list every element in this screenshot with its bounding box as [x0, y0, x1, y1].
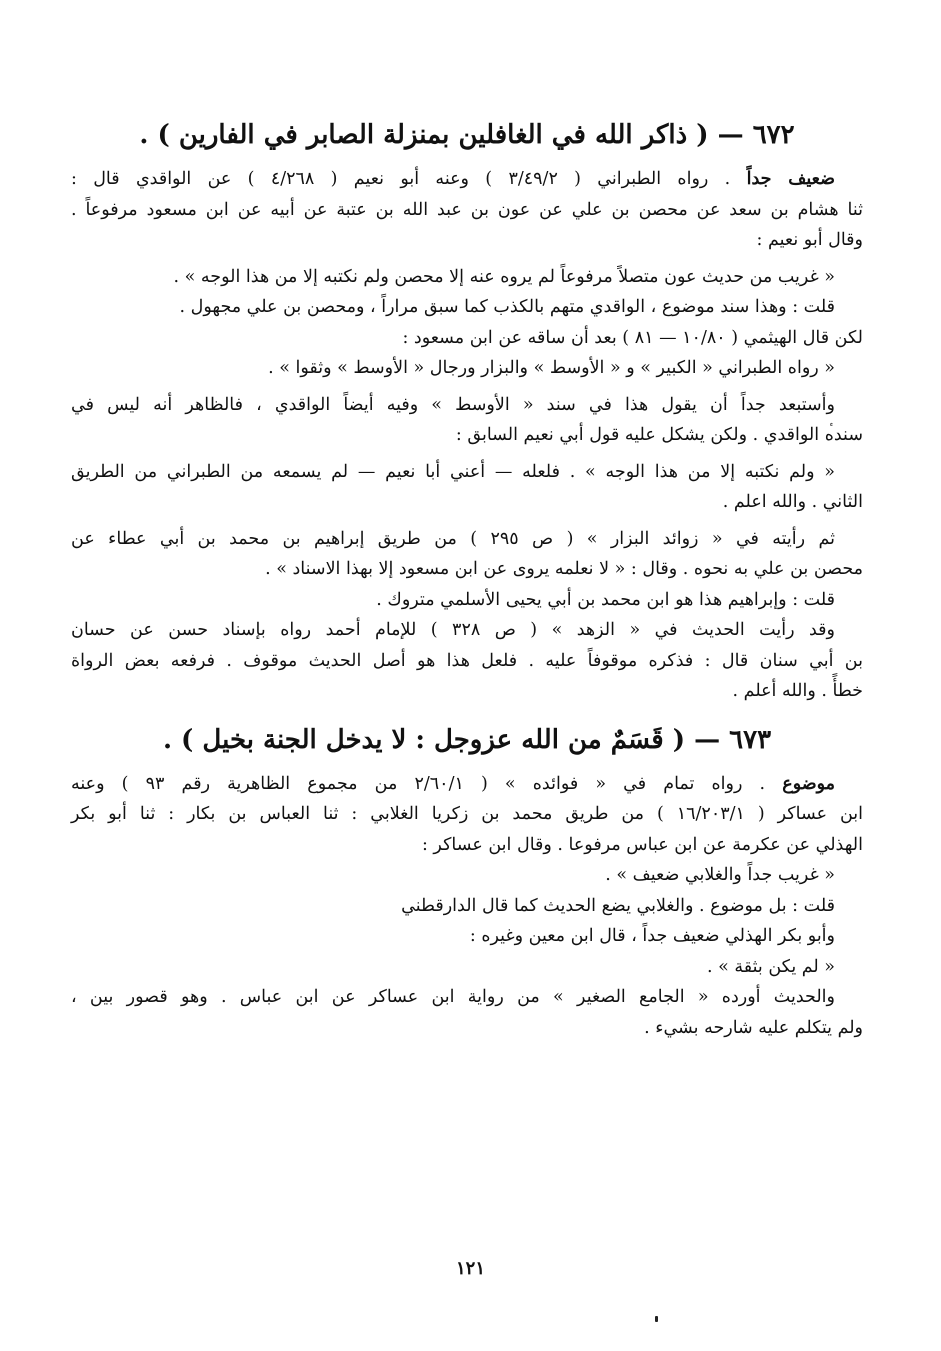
hadith-672-line-16: بن أبي سنان قال : فذكره موقوفاً عليه . فلعل هذا هو أصل الحديث موقوف . فرفعه بعض الرواة: [71, 650, 863, 671]
hadith-673-line-5: قلت : بل موضوع . والغلابي يضع الحديث كما قال الدارقطني: [401, 895, 835, 916]
page-number: ١٢١: [455, 1258, 485, 1279]
hadith-672-line-2: ثنا هشام بن سعد عن محصن بن علي عن عون بن عبد الله بن عتبة عن أبيه عن ابن مسعود مرفوعاً .: [71, 199, 863, 220]
hadith-672-line-15: وقد رأيت الحديث في « الزهد » ( ص ٣٢٨ ) للإمام أحمد رواه بإسناد حسن عن حسان: [71, 620, 835, 640]
hadith-672-line-1: ضعيف جداً . رواه الطبراني ( ٣/٤٩/٢ ) وعنه أبو نعيم ( ٤/٢٦٨ ) عن الواقدي قال :: [71, 169, 835, 189]
hadith-673-line-1: موضوع . رواه تمام في « فوائده » ( ٢/٦٠/١ من مجموع الظاهرية رقم ٩٣ ) وعنه: [71, 773, 836, 794]
hadith-672-line-13: محصن بن علي به نحوه . وقال : « لا نعلمه يروى عن ابن مسعود إلا بهذا الاسناد » .: [265, 559, 863, 579]
hadith-672-line-6: لكن قال الهيثمي ( ١٠/٨٠ — ٨١ ) بعد أن ساقه عن ابن مسعود :: [402, 327, 863, 348]
hadith-672-line-9: سنده الواقدي . ولكن يشكل عليه قول أبي نعيم السابق :: [455, 425, 863, 445]
hadith-672-line-3: وقال أبو نعيم :: [756, 230, 863, 250]
hadith-673-line-9: ولم يتكلم عليه شارحه بشيء .: [644, 1017, 863, 1038]
hadith-672-grade: ضعيف جداً: [746, 169, 835, 189]
hadith-672-quote-1: « غريب من حديث عون متصلاً مرفوعاً لم يروه عنه إلا محصن ولم نكتبه إلا من هذا الوجه » .: [173, 266, 835, 287]
hadith-672-line-17: خطأً . والله أعلم .: [732, 681, 863, 701]
hadith-673-line-3: الهذلي عن عكرمة عن ابن عباس مرفوعا . وقال ابن عساكر :: [421, 834, 863, 855]
hadith-673-line-6: وأبو بكر الهذلي ضعيف جداً ، قال ابن معين وغيره :: [469, 926, 835, 946]
hadith-672-line-12: ثم رأيته في « زوائد البزار » ( ص ٢٩٥ ) من طريق إبراهيم بن محمد بن أبي عطاء عن: [71, 528, 835, 549]
hadith-673-heading: ٦٧٣ — ( قَسَمٌ من الله عزوجل : لا يدخل الجنة بخيل ) .: [162, 724, 772, 755]
hadith-673-quote-1: « غريب جداً والغلابي ضعيف » .: [605, 865, 835, 885]
hadith-673-quote-2: « لم يكن بثقة » .: [706, 956, 835, 977]
hadith-672-quote-3: « ولم نكتبه إلا من هذا الوجه » . فلعله — أعني أبا نعيم — لم يسمعه من الطبراني من الطريق: [71, 461, 835, 482]
hadith-672-heading: ٦٧٢ — ( ذاكر الله في الغافلين بمنزلة الصابر في الفارين ) .: [139, 120, 795, 150]
printer-mark: [655, 1316, 658, 1322]
hadith-673-line-8: والحديث أورده « الجامع الصغير » من رواية ابن عساكر عن ابن عباس . وهو قصور بين ،: [71, 987, 835, 1007]
hadith-673-grade: موضوع: [782, 773, 836, 794]
hadith-672-line-11: الثاني . والله اعلم .: [722, 492, 863, 512]
hadith-672-line-8: وأستبعد جداً أن يقول هذا في سند « الأوسط » وفيه أيضاً الواقدي ، فالظاهر أنه ليس في: [71, 394, 835, 415]
page-content: [71, 112, 863, 1043]
hadith-673-line-2: ابن عساكر ( ١٦/٢٠٣/١ ) من طريق محمد بن زكريا الغلابي : ثنا العباس بن بكار : ثنا أبو بكر: [71, 804, 863, 824]
hadith-672-line-5: قلت : وهذا سند موضوع ، الواقدي متهم بالكذب كما سبق مراراً ، ومحصن بن علي مجهول .: [179, 297, 835, 317]
hadith-672-quote-2: « رواه الطبراني « الكبير » و « الأوسط » والبزار ورجال « الأوسط » وثقوا » .: [268, 358, 835, 378]
hadith-672-line-14: قلت : وإبراهيم هذا هو ابن محمد بن أبي يحيى الأسلمي متروك .: [376, 589, 835, 610]
